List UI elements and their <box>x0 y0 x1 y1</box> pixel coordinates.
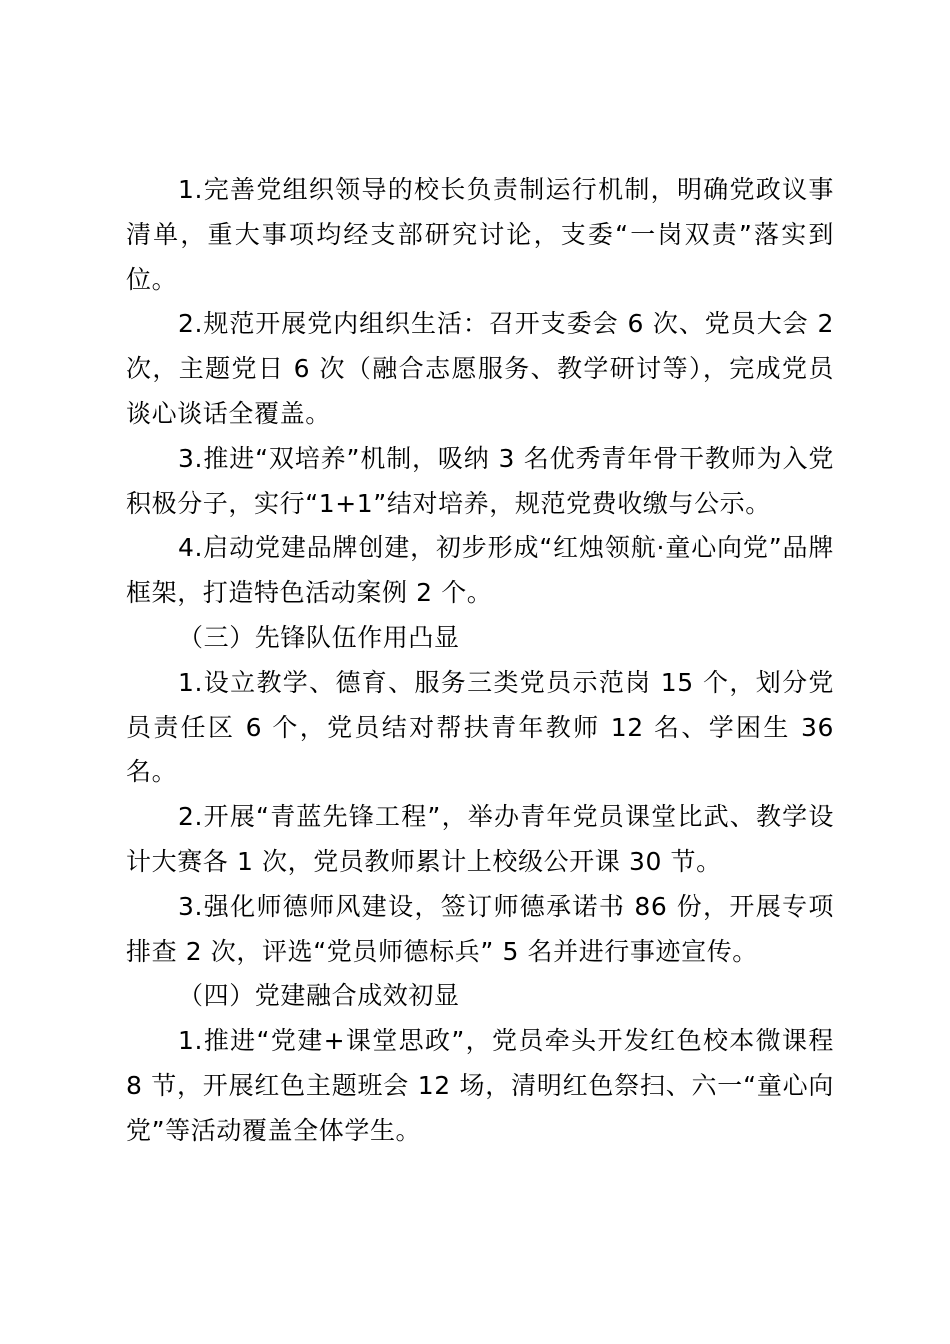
paragraph-4: 4.启动党建品牌创建，初步形成“红烛领航·童心向党”品牌框架，打造特色活动案例 2 个。 <box>126 533 834 608</box>
document-body <box>126 168 834 1154</box>
paragraph-2: 2.规范开展党内组织生活：召开支委会 6 次、党员大会 2 次，主题党日 6 次（融合志愿服务、教学研讨等），完成党员谈心谈话全覆盖。 <box>126 309 834 428</box>
section-heading-3: （三）先锋队伍作用凸显 <box>178 622 460 652</box>
paragraph-6: 2.开展“青蓝先锋工程”，举办青年党员课堂比武、教学设计大赛各 1 次，党员教师累计上校级公开课 30 节。 <box>126 802 834 876</box>
paragraph-7: 3.强化师德师风建设，签订师德承诺书 86 份，开展专项排查 2 次，评选“党员师德标兵” 5 名并进行事迹宣传。 <box>126 891 834 966</box>
paragraph-5: 1.设立教学、德育、服务三类党员示范岗 15 个，划分党员责任区 6 个，党员结对帮扶青年教师 12 名、学困生 36 名。 <box>126 667 835 787</box>
paragraph-3: 3.推进“双培养”机制，吸纳 3 名优秀青年骨干教师为入党积极分子，实行“1+1”结对培养，规范党费收缴与公示。 <box>126 443 834 518</box>
section-heading-4: （四）党建融合成效初显 <box>178 981 460 1011</box>
paragraph-8: 1.推进“党建+课堂思政”，党员牵头开发红色校本微课程 8 节，开展红色主题班会 12 场，清明红色祭扫、六一“童心向党”等活动覆盖全体学生。 <box>126 1026 834 1145</box>
paragraph-1: 1.完善党组织领导的校长负责制运行机制，明确党政议事清单，重大事项均经支部研究讨论，支委“一岗双责”落实到位。 <box>126 175 834 294</box>
